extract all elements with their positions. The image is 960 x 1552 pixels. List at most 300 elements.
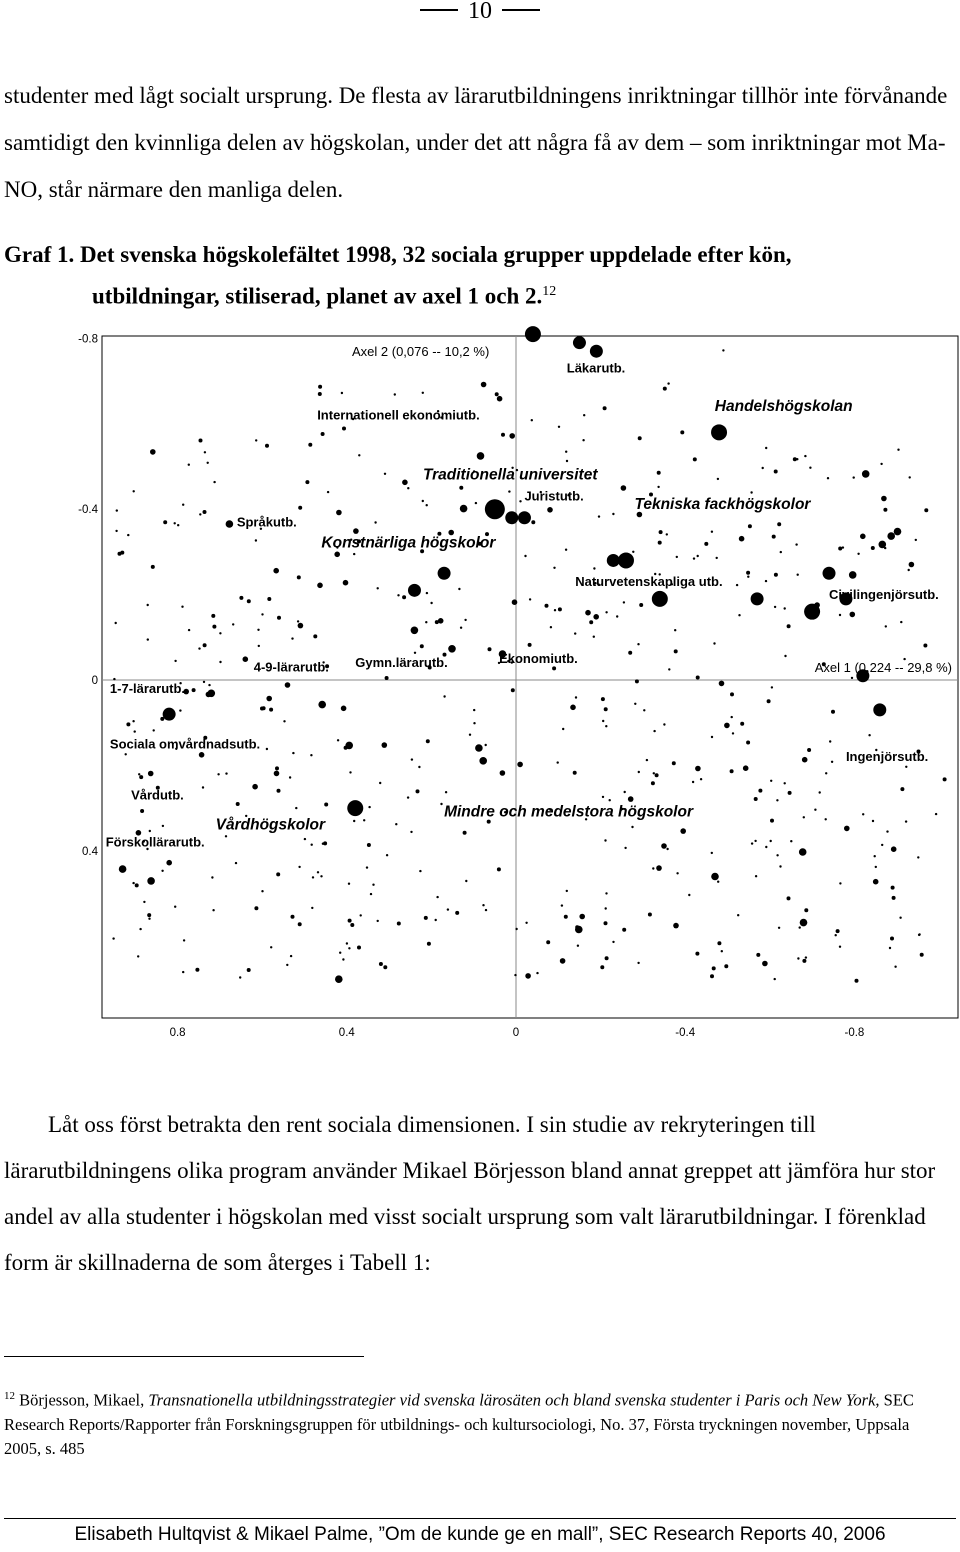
- data-point: [797, 957, 799, 959]
- data-point: [797, 574, 799, 576]
- data-point: [297, 575, 301, 579]
- data-point: [485, 744, 487, 746]
- data-point: [624, 847, 626, 849]
- point-label: Läkarutb.: [566, 360, 626, 376]
- data-point: [397, 922, 401, 926]
- data-point: [482, 904, 484, 906]
- point-label: Traditionella universitet: [422, 466, 598, 484]
- data-point: [182, 971, 184, 973]
- data-point: [676, 872, 678, 874]
- data-point: [138, 773, 140, 775]
- data-point: [574, 632, 576, 634]
- data-point: [935, 813, 937, 815]
- data-point: [473, 722, 475, 724]
- data-point: [277, 616, 281, 620]
- data-point: [653, 772, 655, 774]
- data-point: [192, 688, 196, 692]
- data-point: [809, 467, 811, 469]
- x-tick-label: 0.8: [169, 1027, 186, 1039]
- data-point: [137, 955, 139, 957]
- data-point: [515, 928, 517, 930]
- data-point: [252, 784, 258, 790]
- data-point: [188, 464, 190, 466]
- data-point: [327, 491, 329, 493]
- data-point: [320, 875, 322, 877]
- data-point: [758, 789, 762, 793]
- data-point: [704, 542, 708, 546]
- data-point: [890, 937, 894, 941]
- x-tick-label: -0.4: [675, 1027, 696, 1039]
- data-point: [511, 688, 515, 692]
- data-point: [341, 392, 343, 394]
- data-point: [593, 614, 599, 620]
- data-point: [339, 952, 341, 954]
- data-point: [739, 536, 745, 542]
- data-point: [318, 701, 326, 709]
- data-point: [839, 946, 841, 948]
- data-point: [353, 553, 355, 555]
- data-point: [219, 632, 221, 634]
- data-point: [790, 840, 792, 842]
- data-point: [153, 729, 155, 731]
- data-point: [765, 447, 767, 449]
- data-point: [509, 433, 515, 439]
- data-point: [274, 771, 280, 777]
- data-point: [366, 866, 368, 868]
- data-point: [151, 565, 155, 569]
- data-point: [514, 974, 516, 976]
- data-point: [802, 959, 806, 963]
- data-point: [719, 681, 725, 687]
- data-point: [717, 478, 719, 480]
- data-point: [481, 382, 487, 388]
- data-point: [324, 803, 328, 807]
- data-point: [321, 432, 325, 436]
- data-point: [318, 392, 322, 396]
- data-point: [133, 490, 135, 492]
- data-point: [377, 920, 379, 922]
- data-point: [273, 568, 279, 574]
- y-tick-label: -0.4: [78, 504, 98, 517]
- data-point: [163, 520, 167, 524]
- data-point: [204, 451, 206, 453]
- data-point: [743, 765, 749, 771]
- data-point: [762, 961, 768, 967]
- data-point: [800, 919, 808, 927]
- data-point: [212, 909, 214, 911]
- data-point: [658, 541, 662, 545]
- data-point: [247, 599, 251, 603]
- data-point: [667, 382, 669, 384]
- data-point: [443, 695, 445, 697]
- data-point: [831, 710, 835, 714]
- data-point: [774, 978, 776, 980]
- data-point: [923, 644, 927, 648]
- data-point: [266, 748, 268, 750]
- data-point: [616, 615, 618, 617]
- data-point-large: [873, 703, 886, 716]
- data-point: [225, 772, 227, 774]
- data-point: [120, 551, 124, 555]
- data-point: [605, 892, 607, 894]
- data-point-large: [652, 591, 668, 607]
- data-point: [943, 777, 947, 781]
- data-point-large: [618, 552, 634, 568]
- data-point-large: [518, 511, 531, 524]
- data-point: [652, 867, 654, 869]
- data-point: [317, 583, 323, 589]
- data-point: [754, 797, 758, 801]
- data-point: [604, 707, 608, 711]
- data-point: [784, 655, 786, 657]
- data-point: [770, 780, 772, 782]
- data-point: [188, 629, 190, 631]
- data-point: [634, 703, 636, 705]
- data-point: [447, 908, 449, 910]
- data-point: [767, 699, 771, 703]
- data-point-large: [804, 604, 820, 620]
- data-point: [295, 807, 297, 809]
- scatter-chart: [0, 320, 960, 1050]
- data-point: [255, 539, 257, 541]
- data-point: [695, 952, 699, 956]
- data-point: [438, 618, 444, 624]
- data-point: [657, 486, 659, 488]
- data-point: [422, 392, 424, 394]
- data-point: [463, 831, 467, 835]
- data-point: [397, 594, 399, 596]
- data-point: [528, 643, 532, 647]
- x-tick-label: 0: [512, 1027, 520, 1039]
- data-point: [770, 819, 774, 823]
- data-point-large: [751, 592, 764, 605]
- data-point: [788, 791, 792, 795]
- data-point: [291, 915, 295, 919]
- point-label: Språkutb.: [236, 514, 297, 530]
- data-point: [198, 647, 200, 649]
- data-point: [860, 534, 866, 540]
- data-point-large: [438, 567, 451, 580]
- data-point: [517, 762, 523, 768]
- data-point: [342, 427, 346, 431]
- data-point: [213, 481, 215, 483]
- data-point: [147, 638, 149, 640]
- data-point: [177, 524, 179, 526]
- data-point: [148, 918, 150, 920]
- data-point: [353, 820, 355, 822]
- data-point: [673, 923, 679, 929]
- data-point: [531, 419, 533, 421]
- data-point: [161, 870, 163, 872]
- data-point: [881, 844, 883, 846]
- data-point: [115, 622, 117, 624]
- data-point: [384, 473, 386, 475]
- data-point: [777, 522, 781, 526]
- data-point: [583, 414, 585, 416]
- data-point: [495, 392, 499, 396]
- data-point: [799, 926, 801, 928]
- caption-line-2-wrap: [4, 273, 934, 315]
- data-point: [182, 504, 184, 506]
- data-point: [891, 886, 895, 890]
- data-point: [674, 629, 676, 631]
- data-point: [776, 799, 778, 801]
- data-point: [917, 856, 919, 858]
- data-point: [276, 872, 280, 876]
- data-point: [199, 752, 205, 758]
- data-point: [179, 709, 181, 711]
- data-point: [285, 682, 291, 688]
- data-point: [724, 723, 730, 729]
- data-point: [839, 882, 841, 884]
- data-point: [711, 531, 713, 533]
- data-point: [236, 802, 240, 806]
- data-point: [754, 840, 756, 842]
- data-point: [289, 776, 291, 778]
- data-point: [881, 496, 887, 502]
- data-point: [804, 908, 808, 912]
- data-point: [573, 771, 577, 775]
- data-point: [547, 507, 553, 513]
- data-point: [414, 652, 416, 654]
- data-point: [402, 480, 408, 486]
- data-point: [909, 562, 915, 568]
- figure-caption: [4, 236, 934, 315]
- data-point: [918, 934, 920, 936]
- data-point: [874, 880, 876, 882]
- point-label: Handelshögskolan: [714, 397, 853, 415]
- data-point: [566, 890, 568, 892]
- data-point: [459, 486, 463, 490]
- data-point: [407, 487, 409, 489]
- plot-frame: [102, 336, 958, 1018]
- data-point: [874, 855, 876, 857]
- data-point: [261, 890, 263, 892]
- data-point: [254, 906, 258, 910]
- data-point: [784, 782, 786, 784]
- data-point: [265, 444, 269, 448]
- data-point: [458, 588, 460, 590]
- data-point: [203, 643, 207, 647]
- data-point: [655, 773, 659, 777]
- data-point: [531, 520, 535, 524]
- data-point: [203, 510, 207, 514]
- data-point: [765, 580, 767, 582]
- data-point: [868, 734, 870, 736]
- data-point: [804, 455, 806, 457]
- data-point: [603, 406, 607, 410]
- data-point: [545, 604, 549, 608]
- data-point: [693, 557, 695, 559]
- data-point: [203, 681, 205, 683]
- data-point: [445, 791, 447, 793]
- data-point: [411, 627, 419, 635]
- data-point: [334, 552, 340, 558]
- data-point: [646, 759, 648, 761]
- data-point: [411, 758, 413, 760]
- data-point-large: [505, 511, 518, 524]
- data-point: [546, 940, 550, 944]
- data-point: [851, 677, 853, 679]
- data-point: [147, 604, 149, 606]
- data-point: [909, 476, 911, 478]
- data-point: [663, 387, 667, 391]
- data-point: [485, 909, 487, 911]
- data-point: [426, 504, 428, 506]
- data-point: [582, 439, 584, 441]
- data-point: [835, 934, 837, 936]
- data-point: [270, 946, 272, 948]
- data-point: [872, 820, 874, 822]
- data-point: [712, 966, 716, 970]
- data-point: [879, 541, 887, 549]
- data-point: [497, 867, 501, 871]
- data-point: [382, 742, 388, 748]
- data-point: [174, 660, 176, 662]
- data-point: [600, 965, 604, 969]
- data-point-large: [485, 499, 505, 519]
- point-label: Ekonomiutb.: [499, 650, 578, 666]
- data-point: [657, 471, 661, 475]
- data-point: [202, 786, 204, 788]
- data-point: [207, 462, 209, 464]
- data-point: [174, 522, 176, 524]
- point-label: Juristutb.: [524, 488, 584, 504]
- data-point: [638, 771, 640, 773]
- data-point: [115, 530, 117, 532]
- data-point: [426, 739, 430, 743]
- data-point: [292, 752, 294, 754]
- footnote-rule: [4, 1356, 364, 1357]
- point-label: Civilingenjörsutb.: [829, 586, 939, 602]
- data-point: [562, 728, 564, 730]
- data-point: [297, 620, 299, 622]
- data-point: [814, 809, 816, 811]
- point-label: Förskollärarutb.: [105, 834, 205, 850]
- data-point: [132, 720, 134, 722]
- data-point: [212, 625, 216, 629]
- point-label: Mindre och medelstora högskolor: [444, 803, 693, 821]
- data-point: [139, 775, 143, 779]
- data-point: [605, 907, 607, 909]
- data-point: [605, 956, 609, 960]
- x-tick-label: 0.4: [338, 1027, 355, 1039]
- data-point: [435, 919, 437, 921]
- data-point: [623, 601, 625, 603]
- point-label: Sociala omvårdnadsutb.: [109, 736, 261, 752]
- data-point: [849, 571, 857, 579]
- data-point: [232, 623, 234, 625]
- data-point: [565, 549, 567, 551]
- data-point: [336, 510, 342, 516]
- data-point: [829, 740, 831, 742]
- data-point: [666, 848, 668, 850]
- data-point: [730, 769, 734, 773]
- data-point: [819, 791, 821, 793]
- data-point: [350, 923, 354, 927]
- data-point: [612, 513, 614, 515]
- data-point: [298, 506, 302, 510]
- data-point: [348, 919, 352, 923]
- footnote: [4, 1384, 949, 1461]
- data-point: [653, 730, 655, 732]
- point-label: Vårdutb.: [131, 787, 184, 803]
- data-point: [358, 454, 360, 456]
- data-point: [784, 607, 786, 609]
- data-point: [915, 539, 917, 541]
- data-point: [255, 439, 257, 441]
- data-point: [247, 968, 251, 972]
- data-point: [836, 929, 840, 933]
- data-point: [557, 761, 559, 763]
- data-point: [379, 782, 381, 784]
- data-point: [394, 393, 396, 395]
- data-point: [318, 385, 322, 389]
- footnote-title: Transnationella utbildningsstrategier vid svenska lärosäten och bland svenska studenter i Paris och New York: [148, 1390, 876, 1410]
- point-label: Internationell ekonomiutb.: [317, 407, 480, 423]
- data-point: [379, 962, 383, 966]
- data-point: [385, 676, 389, 680]
- data-point: [730, 692, 734, 696]
- data-point: [277, 789, 281, 793]
- data-point: [805, 956, 807, 958]
- data-point: [211, 614, 215, 618]
- page-number: [0, 0, 960, 22]
- data-point: [317, 871, 319, 873]
- page-number-dash-right: [502, 9, 540, 11]
- data-point: [430, 602, 432, 604]
- data-point: [756, 953, 760, 957]
- data-point: [149, 830, 151, 832]
- paragraph-2: [4, 1102, 954, 1286]
- data-point: [298, 922, 302, 926]
- data-point: [383, 965, 387, 969]
- y-axis-label: Axel 2 (0,076 -- 10,2 %): [352, 344, 490, 359]
- data-point: [475, 502, 477, 504]
- data-point: [195, 968, 199, 972]
- data-point: [746, 571, 750, 575]
- data-point: [566, 460, 568, 462]
- data-point: [304, 838, 306, 840]
- data-point: [875, 866, 877, 868]
- data-point: [751, 842, 753, 844]
- data-point: [479, 757, 487, 765]
- data-point: [310, 754, 312, 756]
- data-point: [225, 835, 227, 837]
- data-point: [148, 771, 154, 777]
- data-point: [488, 647, 492, 651]
- data-point: [436, 896, 438, 898]
- data-point: [139, 928, 141, 930]
- data-point: [553, 567, 555, 569]
- data-point: [839, 614, 841, 616]
- data-point-large: [590, 345, 603, 358]
- data-point: [631, 826, 633, 828]
- data-point: [905, 820, 907, 822]
- data-point: [243, 656, 249, 662]
- data-point: [585, 610, 591, 616]
- data-point: [609, 799, 611, 801]
- data-point: [622, 928, 626, 932]
- data-point-large: [711, 424, 727, 440]
- data-point: [558, 426, 560, 428]
- data-point: [473, 709, 475, 711]
- data-point: [732, 732, 734, 734]
- data-point: [174, 906, 176, 908]
- data-point: [386, 854, 388, 856]
- data-point: [737, 914, 739, 916]
- data-point: [855, 979, 859, 983]
